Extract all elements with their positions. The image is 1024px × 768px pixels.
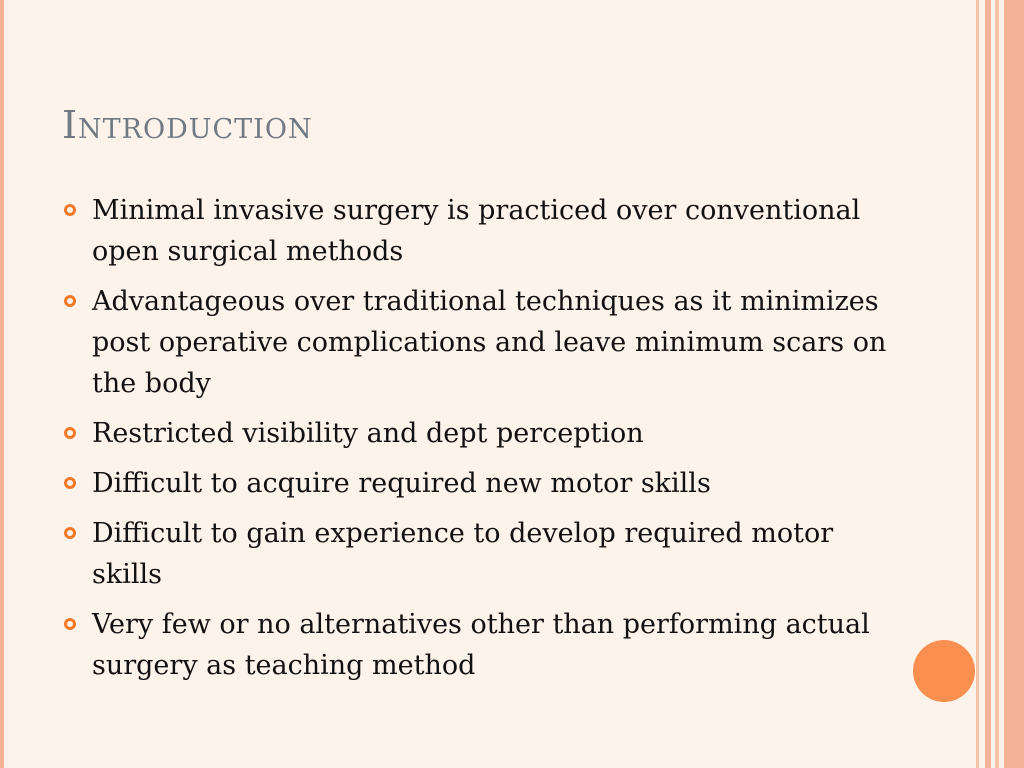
bullet-item [62, 463, 892, 504]
bullet-text: Difficult to gain experience to develop required motor skills [92, 518, 834, 590]
bullet-text: Advantageous over traditional techniques as it minimizes post operative complications and leave minimum scars on the body [92, 286, 887, 399]
right-stripes-decoration [976, 0, 1024, 768]
bullet-item [62, 413, 892, 454]
bullet-text: Restricted visibility and dept perception [92, 418, 644, 449]
bullet-ring-icon [64, 618, 76, 630]
bullet-item [62, 281, 892, 404]
stripe [1004, 0, 1024, 768]
bullet-item [62, 604, 892, 686]
orange-circle-decoration [913, 640, 975, 702]
bullet-text: Very few or no alternatives other than performing actual surgery as teaching method [92, 609, 870, 681]
stripe [976, 0, 979, 768]
bullet-text: Difficult to acquire required new motor skills [92, 468, 711, 499]
bullet-ring-icon [64, 295, 76, 307]
bullet-ring-icon [64, 204, 76, 216]
left-border-decoration [0, 0, 4, 768]
bullet-item [62, 190, 892, 272]
bullet-ring-icon [64, 527, 76, 539]
bullet-text: Minimal invasive surgery is practiced over conventional open surgical methods [92, 195, 861, 267]
bullet-ring-icon [64, 477, 76, 489]
bullet-item [62, 513, 892, 595]
stripe [985, 0, 991, 768]
stripe [995, 0, 999, 768]
bullet-list [62, 190, 892, 695]
bullet-ring-icon [64, 427, 76, 439]
slide-title: Introduction [62, 103, 313, 147]
